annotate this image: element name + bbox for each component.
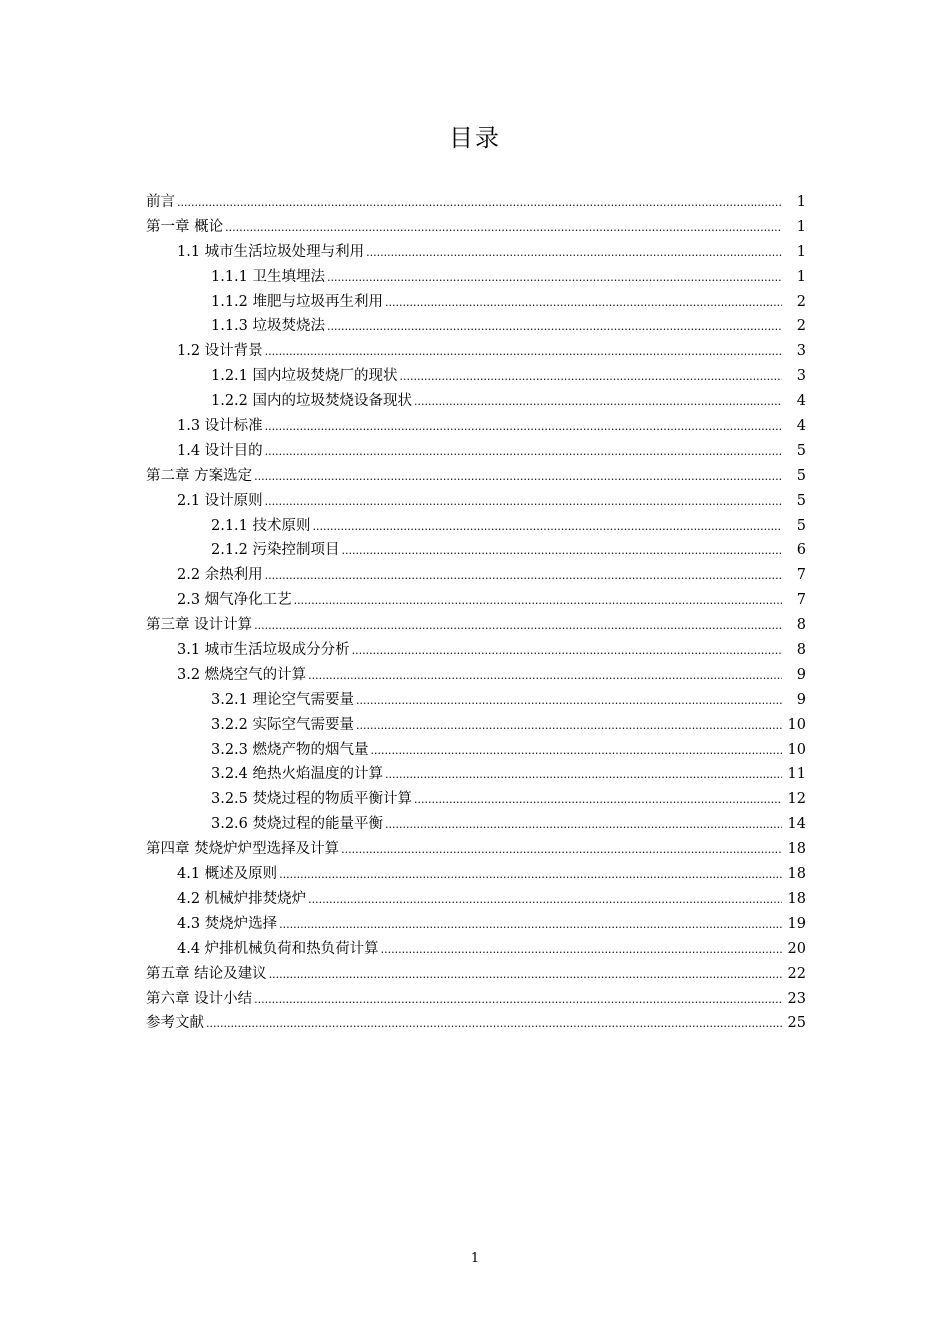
toc-leader-dots <box>308 669 782 682</box>
toc-leader-dots <box>356 719 782 732</box>
toc-entry-title: 3.2.5 焚烧过程的物质平衡计算 <box>211 791 413 808</box>
toc-entry[interactable] <box>146 738 806 763</box>
toc-leader-dots <box>177 196 782 209</box>
toc-leader-dots <box>327 320 782 333</box>
toc-entry[interactable] <box>146 937 806 962</box>
toc-entry-title: 1.2 设计背景 <box>177 343 263 360</box>
toc-entry-page: 4 <box>796 393 806 410</box>
toc-entry-title: 1.4 设计目的 <box>177 442 263 459</box>
toc-leader-dots <box>265 345 782 358</box>
toc-entry-page: 7 <box>796 567 806 584</box>
toc-leader-dots <box>366 246 782 259</box>
toc-entry-page: 5 <box>796 467 806 484</box>
toc-entry-page: 10 <box>787 716 806 733</box>
toc-entry[interactable] <box>146 389 806 414</box>
toc-entry[interactable] <box>146 489 806 514</box>
toc-entry-page: 4 <box>796 418 806 435</box>
toc-entry[interactable] <box>146 962 806 987</box>
toc-leader-dots <box>265 495 782 508</box>
toc-entry-page: 1 <box>796 268 806 285</box>
toc-entry-title: 前言 <box>146 194 175 210</box>
toc-entry-page: 9 <box>796 666 806 683</box>
toc-entry-title: 第六章 设计小结 <box>146 990 253 1007</box>
toc-entry-page: 2 <box>796 293 806 310</box>
toc-leader-dots <box>225 221 782 234</box>
toc-entry-title: 4.1 概述及原则 <box>177 866 278 883</box>
toc-entry-title: 1.3 设计标准 <box>177 418 263 435</box>
toc-entry-page: 9 <box>796 691 806 708</box>
toc-entry-title: 3.2.4 绝热火焰温度的计算 <box>211 766 384 783</box>
toc-leader-dots <box>265 420 782 433</box>
toc-leader-dots <box>381 943 782 956</box>
toc-entry-title: 3.1 城市生活垃圾成分分析 <box>177 642 350 659</box>
toc-entry-page: 8 <box>796 617 806 634</box>
toc-entry-page: 7 <box>796 592 806 609</box>
toc-entry-title: 第四章 焚烧炉炉型选择及计算 <box>146 841 340 858</box>
toc-entry-page: 3 <box>796 343 806 360</box>
toc-entry-title: 1.1 城市生活垃圾处理与利用 <box>177 243 365 260</box>
toc-entry[interactable] <box>146 862 806 887</box>
toc-leader-dots <box>385 818 782 831</box>
toc-entry[interactable] <box>146 265 806 290</box>
toc-entry-page: 20 <box>787 940 806 957</box>
toc-entry-title: 3.2 燃烧空气的计算 <box>177 666 307 683</box>
toc-entry-title: 第五章 结论及建议 <box>146 965 267 982</box>
toc-entry[interactable] <box>146 240 806 265</box>
toc-entry[interactable] <box>146 663 806 688</box>
toc-entry-page: 19 <box>787 915 806 932</box>
toc-entry[interactable] <box>146 912 806 937</box>
toc-entry[interactable] <box>146 987 806 1012</box>
toc-leader-dots <box>254 619 782 632</box>
toc-leader-dots <box>294 594 782 607</box>
toc-leader-dots <box>327 271 782 284</box>
toc-leader-dots <box>414 395 782 408</box>
toc-entry-title: 4.2 机械炉排焚烧炉 <box>177 890 307 907</box>
toc-leader-dots <box>385 296 782 309</box>
toc-entry-title: 3.2.2 实际空气需要量 <box>211 716 355 733</box>
toc-entry[interactable] <box>146 613 806 638</box>
toc-entry[interactable] <box>146 538 806 563</box>
toc-entry-page: 18 <box>787 841 806 858</box>
toc-entry-title: 2.1 设计原则 <box>177 492 263 509</box>
toc-entry-page: 12 <box>787 791 806 808</box>
toc-entry[interactable] <box>146 464 806 489</box>
toc-entry[interactable] <box>146 837 806 862</box>
toc-entry[interactable] <box>146 688 806 713</box>
toc-entry[interactable] <box>146 514 806 539</box>
toc-entry-title: 3.2.6 焚烧过程的能量平衡 <box>211 816 384 833</box>
toc-entry-title: 2.1.2 污染控制项目 <box>211 542 340 559</box>
toc-entry[interactable] <box>146 812 806 837</box>
toc-leader-dots <box>313 520 782 533</box>
toc-leader-dots <box>254 470 782 483</box>
toc-entry[interactable] <box>146 364 806 389</box>
toc-entry-page: 5 <box>796 517 806 534</box>
toc-entry-page: 10 <box>787 741 806 758</box>
toc-entry-page: 14 <box>787 816 806 833</box>
toc-entry[interactable] <box>146 762 806 787</box>
toc-entry[interactable] <box>146 588 806 613</box>
toc-leader-dots <box>206 1017 782 1030</box>
toc-entry-title: 第一章 概论 <box>146 218 224 235</box>
toc-entry-title: 4.3 焚烧炉选择 <box>177 915 278 932</box>
toc-entry-page: 2 <box>796 318 806 335</box>
toc-entry[interactable] <box>146 787 806 812</box>
toc-entry-title: 1.2.1 国内垃圾焚烧厂的现状 <box>211 368 398 385</box>
toc-leader-dots <box>341 843 782 856</box>
toc-entry-page: 18 <box>787 890 806 907</box>
toc-leader-dots <box>352 644 782 657</box>
toc-entry[interactable] <box>146 563 806 588</box>
page-title: 目录 <box>449 124 501 152</box>
toc-entry[interactable] <box>146 314 806 339</box>
toc-leader-dots <box>279 918 782 931</box>
toc-entry[interactable] <box>146 215 806 240</box>
toc-entry-page: 6 <box>796 542 806 559</box>
toc-entry-title: 第二章 方案选定 <box>146 467 253 484</box>
toc-entry-page: 1 <box>796 194 806 210</box>
toc-leader-dots <box>265 445 782 458</box>
toc-entry-page: 3 <box>796 368 806 385</box>
toc-entry[interactable] <box>146 290 806 315</box>
toc-leader-dots <box>279 868 782 881</box>
table-of-contents <box>146 190 806 1036</box>
toc-entry-title: 1.1.1 卫生填埋法 <box>211 268 326 285</box>
toc-leader-dots <box>265 569 782 582</box>
toc-entry-page: 18 <box>787 866 806 883</box>
toc-leader-dots <box>385 768 782 781</box>
toc-entry-page: 5 <box>796 492 806 509</box>
toc-entry-page: 1 <box>796 218 806 235</box>
toc-entry-title: 2.2 余热利用 <box>177 567 263 584</box>
toc-entry-title: 3.2.3 燃烧产物的烟气量 <box>211 741 369 758</box>
toc-entry-page: 8 <box>796 642 806 659</box>
toc-entry-title: 1.2.2 国内的垃圾焚烧设备现状 <box>211 393 413 410</box>
toc-entry-title: 2.3 烟气净化工艺 <box>177 592 292 609</box>
toc-entry[interactable] <box>146 713 806 738</box>
toc-entry-title: 第三章 设计计算 <box>146 617 253 634</box>
toc-leader-dots <box>414 793 782 806</box>
toc-entry-title: 2.1.1 技术原则 <box>211 517 311 534</box>
toc-entry[interactable] <box>146 638 806 663</box>
footer-page-number: 1 <box>470 1251 480 1266</box>
toc-entry[interactable] <box>146 190 806 215</box>
toc-entry[interactable] <box>146 1011 806 1036</box>
toc-entry[interactable] <box>146 887 806 912</box>
toc-entry-page: 1 <box>796 243 806 260</box>
toc-entry-page: 11 <box>787 766 806 783</box>
toc-entry-page: 5 <box>796 442 806 459</box>
toc-entry-title: 参考文献 <box>146 1015 204 1032</box>
toc-entry-title: 1.1.2 堆肥与垃圾再生利用 <box>211 293 384 310</box>
toc-entry[interactable] <box>146 339 806 364</box>
toc-leader-dots <box>308 893 782 906</box>
toc-entry-page: 22 <box>787 965 806 982</box>
toc-leader-dots <box>254 993 782 1006</box>
toc-leader-dots <box>400 370 782 383</box>
toc-entry[interactable] <box>146 414 806 439</box>
toc-entry-title: 4.4 炉排机械负荷和热负荷计算 <box>177 940 379 957</box>
toc-leader-dots <box>342 544 782 557</box>
toc-entry-page: 25 <box>787 1015 806 1032</box>
toc-entry-title: 1.1.3 垃圾焚烧法 <box>211 318 326 335</box>
toc-entry-title: 3.2.1 理论空气需要量 <box>211 691 355 708</box>
toc-leader-dots <box>269 968 782 981</box>
toc-leader-dots <box>371 744 782 757</box>
toc-leader-dots <box>356 694 782 707</box>
toc-entry-page: 23 <box>787 990 806 1007</box>
toc-entry[interactable] <box>146 439 806 464</box>
